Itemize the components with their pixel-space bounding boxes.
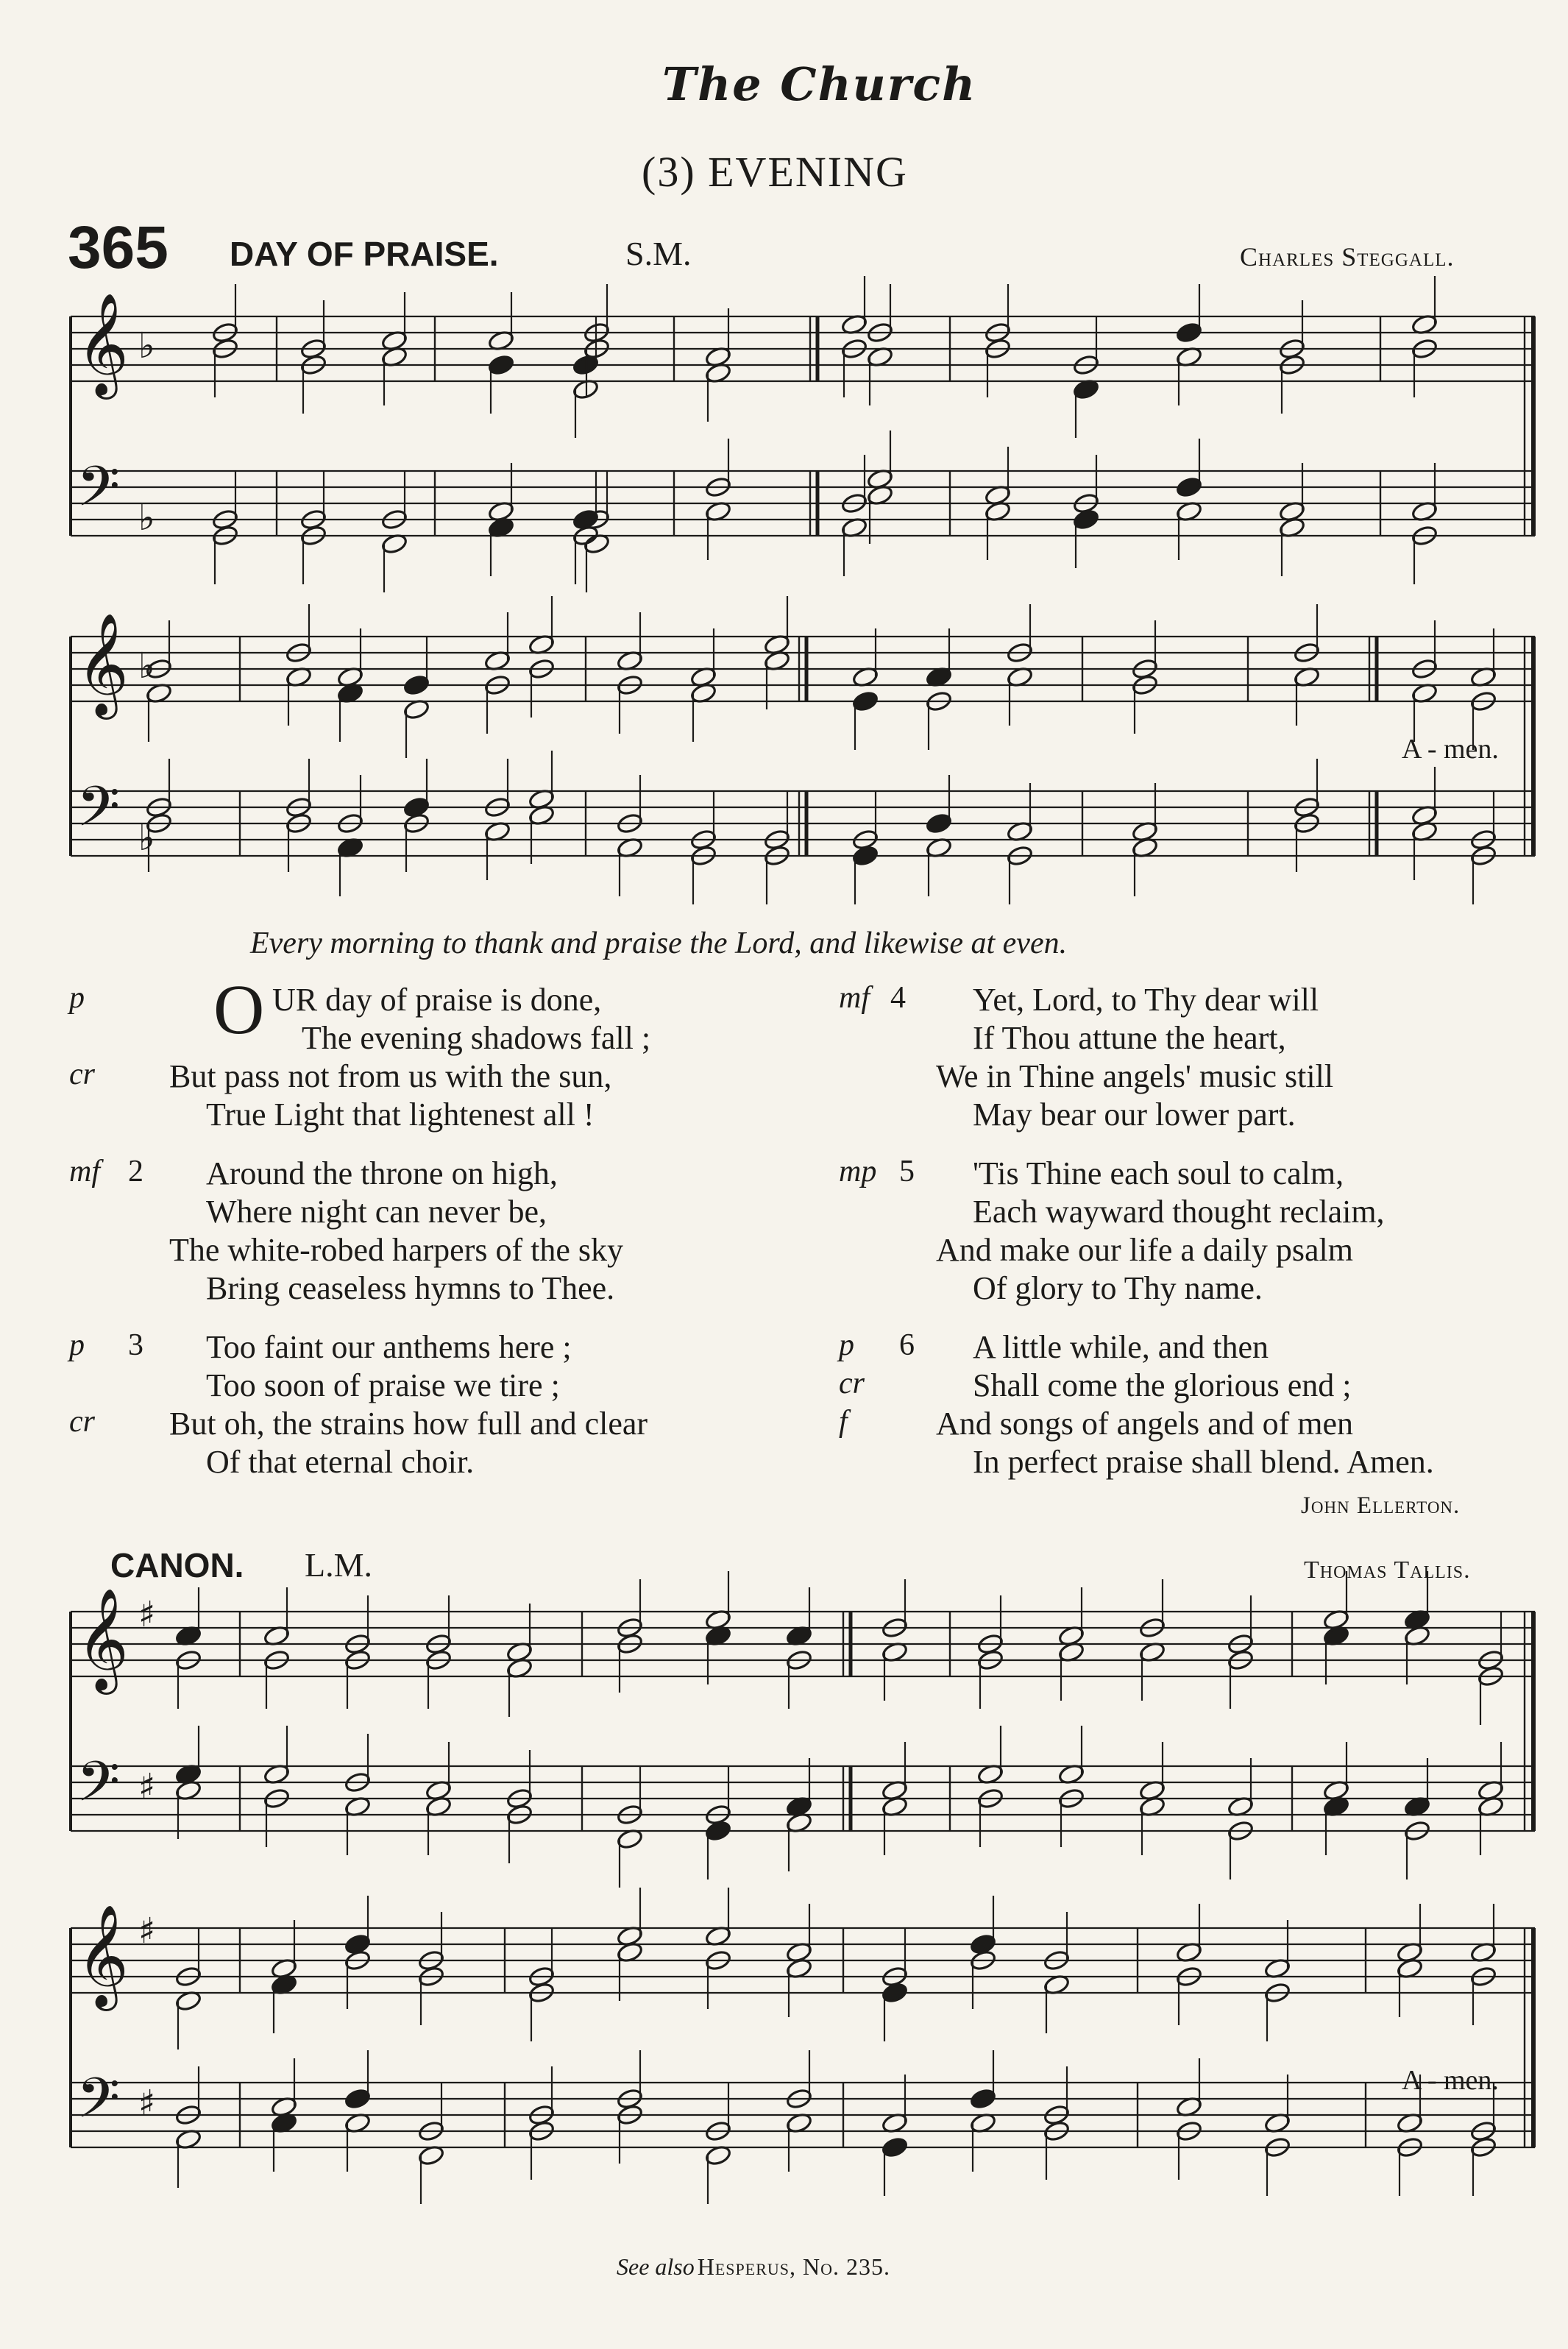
svg-text:𝄢: 𝄢 — [77, 454, 121, 533]
dynamic-mark: mf — [839, 981, 870, 1015]
verse-number: 2 — [128, 1155, 143, 1188]
score-canon-system-1 — [71, 1588, 1513, 1899]
hymn-amen: A - men. — [1402, 734, 1499, 765]
svg-text:𝄞: 𝄞 — [77, 1905, 129, 2007]
verse-line: Each wayward thought reclaim, — [973, 1194, 1385, 1230]
verse-line: Shall come the glorious end ; — [973, 1367, 1352, 1403]
svg-text:♯: ♯ — [138, 1594, 156, 1635]
verse-line: And make our life a daily psalm — [936, 1232, 1353, 1268]
verse-line: But oh, the strains how full and clear — [169, 1406, 648, 1442]
score-canon-system-2 — [71, 1905, 1513, 2215]
svg-text:♭: ♭ — [138, 325, 155, 366]
see-also-note — [617, 2253, 890, 2281]
hymn-number: 365 — [68, 214, 168, 281]
verse-line: But pass not from us with the sun, — [169, 1058, 612, 1094]
verse-line: If Thou attune the heart, — [973, 1020, 1286, 1056]
see-also-prefix: See also — [617, 2253, 695, 2280]
epigraph: Every morning to thank and praise the Lord, and likewise at even. — [250, 927, 1068, 960]
svg-text:♭: ♭ — [138, 818, 155, 859]
canon-composer: Thomas Tallis. — [1304, 1556, 1471, 1584]
dynamic-mark: mp — [839, 1155, 877, 1188]
verse-line: A little while, and then — [973, 1329, 1269, 1365]
canon-meter: L.M. — [305, 1546, 372, 1584]
svg-text:♭: ♭ — [138, 497, 155, 539]
verse-line: Too faint our anthems here ; — [206, 1329, 572, 1365]
tune-name: DAY OF PRAISE. — [230, 235, 499, 273]
score-hymn-system-1 — [71, 293, 1513, 596]
svg-text:𝄞: 𝄞 — [77, 613, 129, 715]
verse-number: 4 — [890, 981, 906, 1015]
verse-line: Of that eternal choir. — [206, 1444, 475, 1480]
verse-line: True Light that lightenest all ! — [206, 1096, 595, 1133]
page-header: The Church — [662, 57, 977, 111]
dynamic-mark: mf — [69, 1155, 100, 1188]
verse-number: 3 — [128, 1328, 143, 1362]
verse-line: Around the throne on high, — [206, 1155, 558, 1191]
section-title: (3) EVENING — [642, 148, 908, 196]
svg-text:♯: ♯ — [138, 1766, 156, 1807]
dynamic-mark: cr — [69, 1405, 95, 1439]
svg-text:♯: ♯ — [138, 2083, 156, 2124]
verse-line: Of glory to Thy name. — [973, 1270, 1263, 1306]
verse-line: And songs of angels and of men — [936, 1406, 1354, 1442]
svg-text:♯: ♯ — [138, 1910, 156, 1952]
canon-tune-name: CANON. — [110, 1546, 244, 1584]
svg-text:𝄢: 𝄢 — [77, 1749, 121, 1828]
svg-text:𝄢: 𝄢 — [77, 2066, 121, 2144]
hymn-author: John Ellerton. — [1301, 1492, 1461, 1519]
svg-text:𝄞: 𝄞 — [77, 293, 129, 395]
verse-line: In perfect praise shall blend. Amen. — [973, 1444, 1434, 1480]
dynamic-mark: p — [69, 1328, 85, 1362]
verse-line: The evening shadows fall ; — [302, 1020, 651, 1056]
verse-number: 6 — [899, 1328, 915, 1362]
dynamic-mark: cr — [839, 1367, 865, 1400]
dynamic-mark: p — [839, 1328, 854, 1362]
verse-line: Too soon of praise we tire ; — [206, 1367, 560, 1403]
canon-amen: A - men. — [1402, 2065, 1499, 2096]
drop-cap: O — [213, 970, 265, 1049]
svg-text:♭: ♭ — [138, 645, 155, 687]
dynamic-mark: f — [839, 1405, 848, 1439]
composer: Charles Steggall. — [1240, 242, 1455, 272]
verse-number: 5 — [899, 1155, 915, 1188]
verse-line: We in Thine angels' music still — [936, 1058, 1334, 1094]
verse-line: 'Tis Thine each soul to calm, — [973, 1155, 1344, 1191]
see-also-ref: Hesperus, No. 235. — [697, 2253, 891, 2280]
verse-line: UR day of praise is done, — [272, 982, 602, 1018]
verse-line: The white-robed harpers of the sky — [169, 1232, 624, 1268]
svg-text:𝄞: 𝄞 — [77, 1588, 129, 1690]
score-hymn-system-2 — [71, 613, 1513, 916]
verse-line: Bring ceaseless hymns to Thee. — [206, 1270, 615, 1306]
verse-line: Where night can never be, — [206, 1194, 547, 1230]
dynamic-mark: cr — [69, 1057, 95, 1091]
verse-line: Yet, Lord, to Thy dear will — [973, 982, 1319, 1018]
svg-text:𝄢: 𝄢 — [77, 774, 121, 853]
tune-meter: S.M. — [625, 235, 692, 272]
verse-line: May bear our lower part. — [973, 1096, 1296, 1133]
dynamic-mark: p — [69, 981, 85, 1015]
